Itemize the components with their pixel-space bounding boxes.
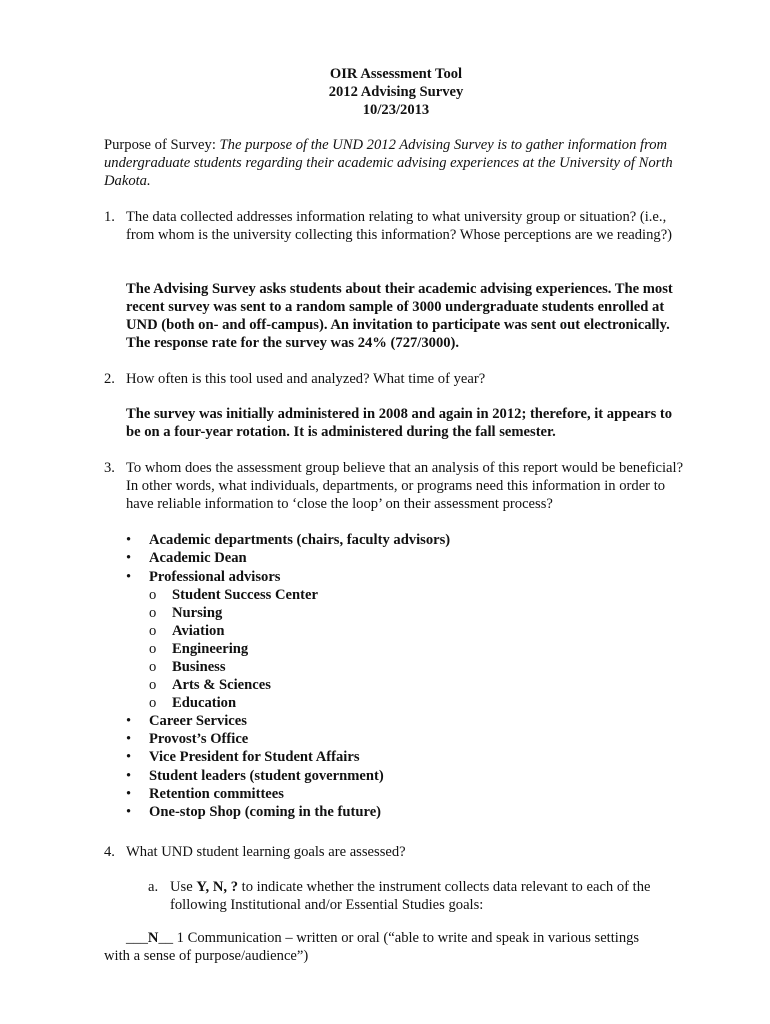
list-item bbox=[126, 730, 626, 748]
sublist-item bbox=[126, 586, 626, 604]
list-item-label: Vice President for Student Affairs bbox=[149, 749, 360, 766]
bullet-icon: • bbox=[126, 532, 132, 548]
question-text: The data collected addresses information relating to what university group or situation? (i.e., from whom is the university collecting this information? Whose perceptions are we reading?) bbox=[126, 209, 673, 243]
header-date: 10/23/2013 bbox=[362, 102, 430, 118]
question-number: 2. bbox=[104, 371, 115, 387]
list-item bbox=[126, 531, 626, 549]
sublist-item bbox=[126, 694, 626, 712]
circle-bullet-icon: o bbox=[149, 658, 157, 675]
sublist-item-label: Engineering bbox=[172, 640, 249, 657]
list-item bbox=[126, 767, 626, 785]
subquestion-text-pre: Use bbox=[170, 879, 197, 895]
bullet-icon: • bbox=[126, 550, 132, 567]
sublist-item bbox=[126, 640, 626, 658]
subquestion-letter: a. bbox=[148, 879, 159, 895]
advisor-sublist bbox=[126, 586, 626, 712]
list-item bbox=[126, 803, 626, 821]
purpose-paragraph bbox=[104, 136, 704, 190]
sublist-item-label: Student Success Center bbox=[172, 586, 318, 603]
goal-line-2: with a sense of purpose/audience”) bbox=[104, 948, 309, 964]
question-text: How often is this tool used and analyzed? What time of year? bbox=[126, 371, 486, 387]
bullet-icon: • bbox=[126, 568, 132, 585]
sublist-item bbox=[126, 658, 626, 676]
sublist-item-label: Business bbox=[172, 658, 226, 675]
sublist-item-label: Education bbox=[172, 694, 237, 711]
bullet-icon: • bbox=[126, 804, 132, 821]
question-number: 4. bbox=[104, 844, 115, 860]
bullet-icon: • bbox=[126, 712, 132, 729]
header-subtitle: 2012 Advising Survey bbox=[328, 84, 464, 100]
list-item-label: Professional advisors bbox=[149, 568, 281, 585]
sublist-item bbox=[126, 622, 626, 640]
subquestion-text-post: to indicate whether the instrument collects data relevant to each of the following Institutional and/or Essential Studies goals: bbox=[170, 879, 651, 913]
circle-bullet-icon: o bbox=[149, 622, 157, 639]
list-item-label: Academic Dean bbox=[149, 550, 247, 567]
question-text: What UND student learning goals are assessed? bbox=[126, 844, 406, 860]
document-header bbox=[0, 65, 770, 119]
bullet-icon: • bbox=[126, 786, 132, 803]
subquestion-text bbox=[170, 878, 688, 914]
answer-2: The survey was initially administered in 2008 and again in 2012; therefore, it appears to be on a four-year rotation. It is administered during the fall semester. bbox=[126, 406, 673, 440]
question-number: 1. bbox=[104, 209, 115, 225]
purpose-label: Purpose of Survey: bbox=[104, 137, 220, 153]
goal-answer-mark: N bbox=[147, 930, 159, 946]
circle-bullet-icon: o bbox=[149, 604, 157, 621]
question-text: To whom does the assessment group believe that an analysis of this report would be beneficial? In other words, what individuals, departments, or programs need this information in order to have reliable information to ‘close the loop’ on their assessment process? bbox=[126, 460, 684, 512]
circle-bullet-icon: o bbox=[149, 694, 157, 711]
bullet-icon: • bbox=[126, 767, 132, 784]
list-item-label: One-stop Shop (coming in the future) bbox=[149, 804, 382, 821]
list-item-label: Academic departments (chairs, faculty advisors) bbox=[149, 532, 451, 548]
list-item bbox=[126, 712, 626, 730]
goal-line-1 bbox=[126, 929, 686, 947]
purpose-text: The purpose of the UND 2012 Advising Survey is to gather information from undergraduate students regarding their academic advising experiences at the University of North Dakota. bbox=[104, 137, 673, 189]
sublist-item-label: Aviation bbox=[172, 622, 225, 639]
sublist-item bbox=[126, 676, 626, 694]
list-item bbox=[126, 748, 626, 766]
list-item bbox=[126, 785, 626, 803]
sublist-item-label: Arts & Sciences bbox=[172, 676, 271, 693]
circle-bullet-icon: o bbox=[149, 676, 157, 693]
goal-blank: ___ bbox=[126, 930, 148, 946]
audience-list bbox=[126, 531, 626, 822]
bullet-icon: • bbox=[126, 731, 132, 748]
list-item-label: Provost’s Office bbox=[149, 731, 249, 748]
sublist-item-label: Nursing bbox=[172, 604, 223, 621]
goal-communication bbox=[104, 929, 686, 965]
list-item-label: Career Services bbox=[149, 712, 247, 729]
header-title: OIR Assessment Tool bbox=[329, 66, 463, 82]
list-item-label: Retention committees bbox=[149, 786, 284, 803]
bullet-icon: • bbox=[126, 749, 132, 766]
circle-bullet-icon: o bbox=[149, 586, 157, 603]
goal-blank: __ bbox=[158, 930, 174, 946]
sublist-item bbox=[126, 604, 626, 622]
subquestion-text-codes: Y, N, ? bbox=[196, 879, 238, 895]
answer-1: The Advising Survey asks students about their academic advising experiences. The most recent survey was sent to a random sample of 3000 undergraduate students enrolled at UND (both on- and off-campus). An invitation to participate was sent out electronically. The response rate for the survey was 24% (727/3000). bbox=[126, 281, 673, 351]
list-item bbox=[126, 568, 626, 712]
list-item-label: Student leaders (student government) bbox=[149, 767, 384, 784]
question-number: 3. bbox=[104, 460, 115, 476]
list-item bbox=[126, 549, 626, 567]
circle-bullet-icon: o bbox=[149, 640, 157, 657]
goal-text: 1 Communication – written or oral (“able to write and speak in various settings bbox=[173, 930, 640, 946]
